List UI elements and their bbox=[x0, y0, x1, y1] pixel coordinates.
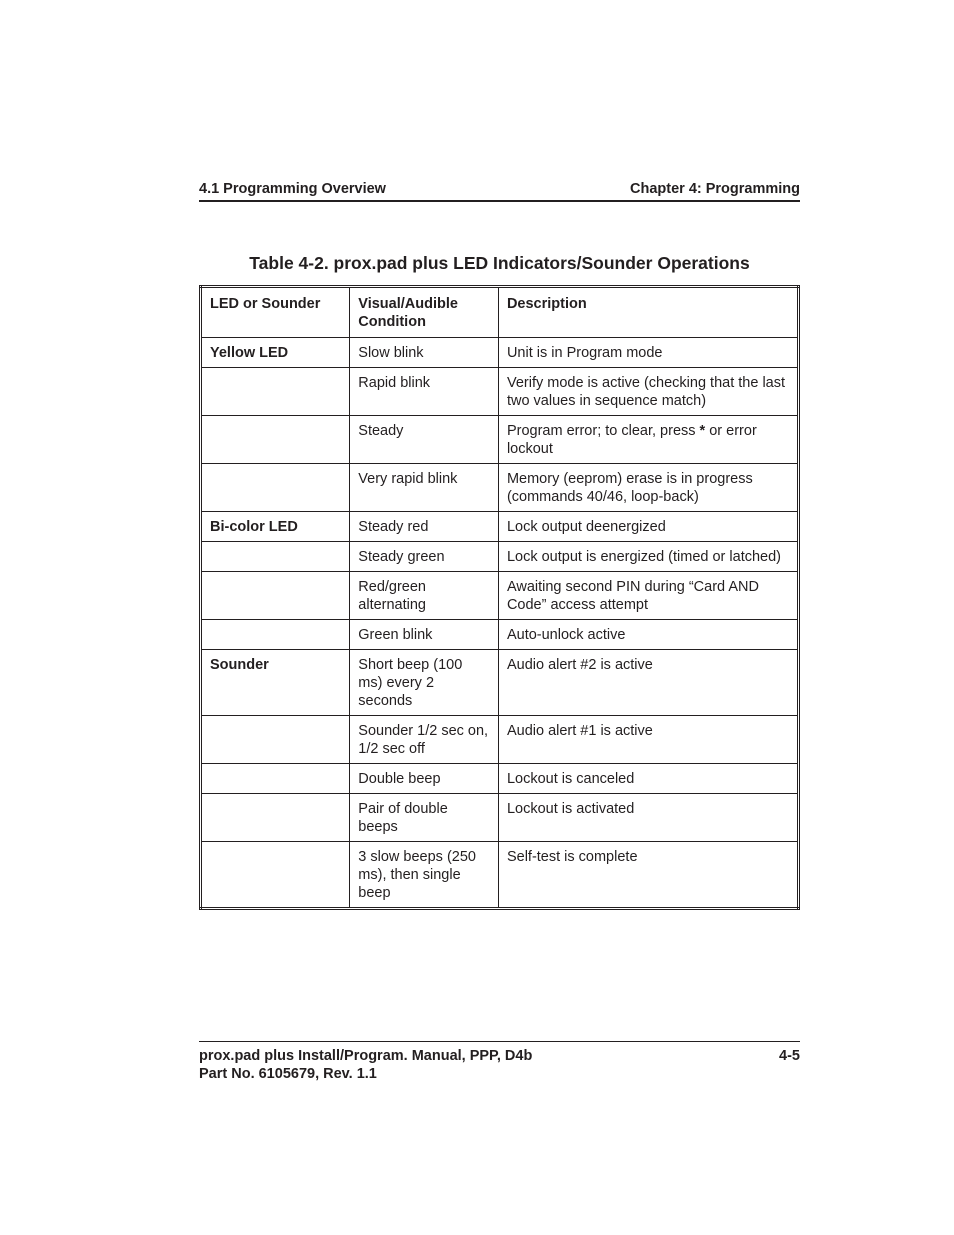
row-condition: Green blink bbox=[350, 620, 499, 650]
row-description: Awaiting second PIN during “Card AND Code” access attempt bbox=[498, 572, 798, 620]
table-row bbox=[201, 764, 799, 794]
table-row bbox=[201, 572, 799, 620]
row-description: Auto-unlock active bbox=[498, 620, 798, 650]
row-category bbox=[201, 368, 350, 416]
row-description: Lockout is activated bbox=[498, 794, 798, 842]
row-condition: 3 slow beeps (250 ms), then single beep bbox=[350, 842, 499, 909]
table-row bbox=[201, 794, 799, 842]
table-row bbox=[201, 368, 799, 416]
row-category bbox=[201, 542, 350, 572]
column-header-condition: Visual/Audible Condition bbox=[350, 287, 499, 338]
row-condition: Steady bbox=[350, 416, 499, 464]
row-category: Bi-color LED bbox=[201, 512, 350, 542]
row-category bbox=[201, 764, 350, 794]
row-category bbox=[201, 620, 350, 650]
footer-part-number: Part No. 6105679, Rev. 1.1 bbox=[199, 1066, 377, 1082]
row-category bbox=[201, 416, 350, 464]
row-category bbox=[201, 794, 350, 842]
row-category bbox=[201, 572, 350, 620]
row-condition: Steady green bbox=[350, 542, 499, 572]
row-condition: Sounder 1/2 sec on, 1/2 sec off bbox=[350, 716, 499, 764]
row-condition: Steady red bbox=[350, 512, 499, 542]
description-text: Program error; to clear, press bbox=[506, 423, 700, 439]
column-header-led-or-sounder: LED or Sounder bbox=[201, 287, 350, 338]
running-footer bbox=[199, 1041, 800, 1083]
page-number: 4-5 bbox=[779, 1048, 800, 1064]
row-description: Audio alert #1 is active bbox=[498, 716, 798, 764]
table-row bbox=[201, 716, 799, 764]
table-row bbox=[201, 542, 799, 572]
row-description: Unit is in Program mode bbox=[498, 338, 798, 368]
description-text: or error lockout bbox=[506, 423, 757, 457]
header-section: 4.1 Programming Overview bbox=[199, 181, 386, 197]
row-description: Lock output is energized (timed or latched) bbox=[498, 542, 798, 572]
row-category bbox=[201, 464, 350, 512]
footer-manual-title: prox.pad plus Install/Program. Manual, PPP, D4b bbox=[199, 1048, 533, 1064]
footer-line bbox=[199, 1047, 800, 1065]
row-condition: Very rapid blink bbox=[350, 464, 499, 512]
row-category: Yellow LED bbox=[201, 338, 350, 368]
row-condition: Short beep (100 ms) every 2 seconds bbox=[350, 650, 499, 716]
row-condition: Rapid blink bbox=[350, 368, 499, 416]
led-sounder-table bbox=[199, 285, 800, 910]
row-description: Lock output deenergized bbox=[498, 512, 798, 542]
row-description: Self-test is complete bbox=[498, 842, 798, 909]
table-title: Table 4-2. prox.pad plus LED Indicators/Sounder Operations bbox=[249, 253, 750, 273]
table-row bbox=[201, 512, 799, 542]
table-row bbox=[201, 650, 799, 716]
row-category bbox=[201, 842, 350, 909]
table-row bbox=[201, 620, 799, 650]
table-header-row bbox=[201, 287, 799, 338]
asterisk-key: * bbox=[699, 423, 706, 439]
row-category: Sounder bbox=[201, 650, 350, 716]
table-row bbox=[201, 842, 799, 909]
row-condition: Double beep bbox=[350, 764, 499, 794]
table-row bbox=[201, 416, 799, 464]
row-description: Lockout is canceled bbox=[498, 764, 798, 794]
header-chapter: Chapter 4: Programming bbox=[630, 181, 800, 197]
row-description: Memory (eeprom) erase is in progress (commands 40/46, loop-back) bbox=[498, 464, 798, 512]
table-row bbox=[201, 338, 799, 368]
row-description: Verify mode is active (checking that the last two values in sequence match) bbox=[498, 368, 798, 416]
column-header-description: Description bbox=[498, 287, 798, 338]
row-condition: Red/green alternating bbox=[350, 572, 499, 620]
row-description bbox=[498, 416, 798, 464]
row-category bbox=[201, 716, 350, 764]
running-header bbox=[199, 180, 800, 202]
row-condition: Pair of double beeps bbox=[350, 794, 499, 842]
row-description: Audio alert #2 is active bbox=[498, 650, 798, 716]
row-condition: Slow blink bbox=[350, 338, 499, 368]
table-row bbox=[201, 464, 799, 512]
